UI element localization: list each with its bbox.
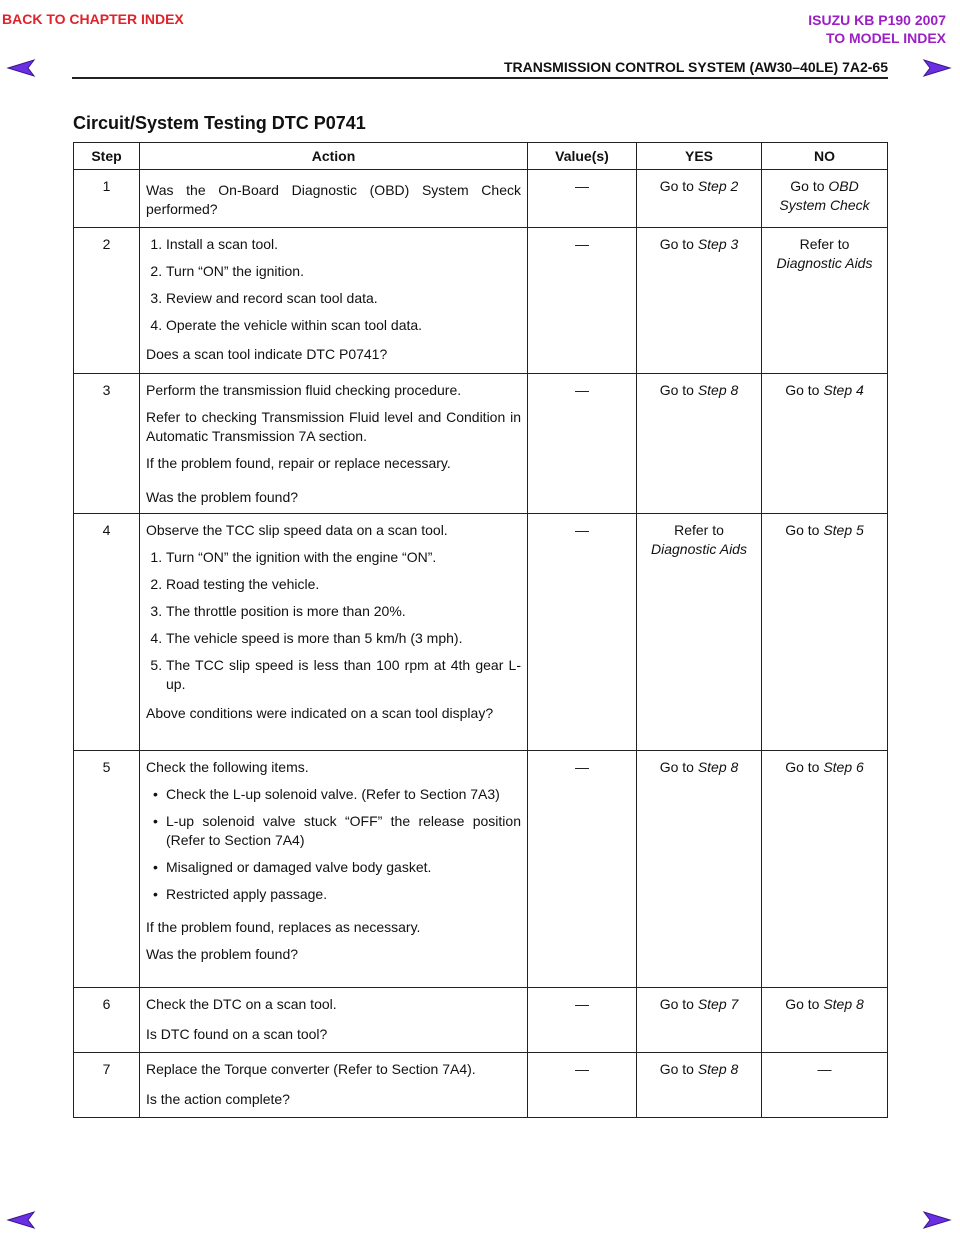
model-index-line: TO MODEL INDEX bbox=[825, 30, 946, 46]
action-list-item: 3. The throttle position is more than 20%. bbox=[166, 602, 521, 621]
value-cell: — bbox=[528, 514, 637, 751]
model-index-link[interactable] bbox=[808, 11, 946, 47]
no-cell: Go to Step 4 bbox=[762, 374, 888, 514]
next-page-arrow-icon[interactable] bbox=[922, 58, 952, 78]
value-cell: — bbox=[528, 228, 637, 374]
no-cell: Refer to Diagnostic Aids bbox=[762, 228, 888, 374]
back-to-chapter-index-link[interactable]: BACK TO CHAPTER INDEX bbox=[2, 11, 184, 27]
header-no: NO bbox=[762, 143, 888, 170]
yes-cell: Go to Step 8 bbox=[637, 1053, 762, 1118]
table-header-row bbox=[74, 143, 888, 170]
action-cell bbox=[140, 988, 528, 1053]
step-number: 6 bbox=[74, 988, 140, 1053]
action-list-item: 5. The TCC slip speed is less than 100 rpm at 4th gear L-up. bbox=[166, 656, 521, 694]
header-step: Step bbox=[74, 143, 140, 170]
action-paragraph: If the problem found, repair or replace necessary. bbox=[146, 455, 451, 471]
table-row bbox=[74, 751, 888, 988]
table-row bbox=[74, 988, 888, 1053]
action-question: Is DTC found on a scan tool? bbox=[146, 1026, 328, 1042]
action-cell bbox=[140, 1053, 528, 1118]
action-bullet-item: • L-up solenoid valve stuck “OFF” the release position (Refer to Section 7A4) bbox=[166, 812, 521, 850]
yes-cell: Refer to Diagnostic Aids bbox=[637, 514, 762, 751]
action-paragraph: Observe the TCC slip speed data on a scan tool. bbox=[146, 522, 448, 538]
action-paragraph: Check the following items. bbox=[146, 759, 309, 775]
action-cell bbox=[140, 228, 528, 374]
value-cell: — bbox=[528, 751, 637, 988]
action-list-item: 4. The vehicle speed is more than 5 km/h (3 mph). bbox=[166, 629, 521, 648]
action-paragraph: Check the DTC on a scan tool. bbox=[146, 996, 337, 1012]
action-list-item: 2. Road testing the vehicle. bbox=[166, 575, 521, 594]
value-cell: — bbox=[528, 1053, 637, 1118]
value-cell: — bbox=[528, 170, 637, 228]
action-question: Was the On-Board Diagnostic (OBD) System Check performed? bbox=[146, 182, 521, 217]
table-row bbox=[74, 228, 888, 374]
action-bullet-item: • Check the L-up solenoid valve. (Refer to Section 7A3) bbox=[166, 785, 521, 804]
action-paragraph: Replace the Torque converter (Refer to Section 7A4). bbox=[146, 1061, 476, 1077]
table-row bbox=[74, 170, 888, 228]
step-number: 3 bbox=[74, 374, 140, 514]
step-number: 5 bbox=[74, 751, 140, 988]
action-bullet-item: • Misaligned or damaged valve body gasket. bbox=[166, 858, 521, 877]
action-bullet-item: • Restricted apply passage. bbox=[166, 885, 521, 904]
action-question: Was the problem found? bbox=[146, 489, 299, 505]
previous-page-arrow-icon[interactable] bbox=[6, 58, 36, 78]
yes-cell: Go to Step 8 bbox=[637, 751, 762, 988]
action-cell bbox=[140, 514, 528, 751]
diagnostic-table bbox=[73, 142, 888, 1118]
action-question: Is the action complete? bbox=[146, 1091, 290, 1107]
yes-cell: Go to Step 7 bbox=[637, 988, 762, 1053]
action-paragraph: Refer to checking Transmission Fluid level and Condition in Automatic Transmission 7A section. bbox=[146, 409, 521, 444]
action-list-item: 3. Review and record scan tool data. bbox=[166, 289, 521, 308]
action-list-item: 4. Operate the vehicle within scan tool data. bbox=[166, 316, 521, 335]
no-cell: Go to Step 5 bbox=[762, 514, 888, 751]
section-title: Circuit/System Testing DTC P0741 bbox=[73, 113, 366, 133]
action-cell bbox=[140, 374, 528, 514]
header-yes: YES bbox=[637, 143, 762, 170]
page-header-title: TRANSMISSION CONTROL SYSTEM (AW30–40LE) 7A2-65 bbox=[503, 59, 888, 75]
action-question: Does a scan tool indicate DTC P0741? bbox=[146, 346, 388, 362]
value-cell: — bbox=[528, 988, 637, 1053]
action-paragraph: Perform the transmission fluid checking procedure. bbox=[146, 382, 462, 398]
action-paragraph: If the problem found, replaces as necessary. bbox=[146, 919, 421, 935]
header-action: Action bbox=[140, 143, 528, 170]
action-list-item: 1. Install a scan tool. bbox=[166, 235, 521, 254]
header-values: Value(s) bbox=[528, 143, 637, 170]
yes-cell: Go to Step 2 bbox=[637, 170, 762, 228]
step-number: 2 bbox=[74, 228, 140, 374]
action-question: Above conditions were indicated on a scan tool display? bbox=[146, 705, 494, 721]
yes-cell: Go to Step 8 bbox=[637, 374, 762, 514]
header-divider bbox=[72, 77, 888, 79]
no-cell: Go to OBD System Check bbox=[762, 170, 888, 228]
no-cell: Go to Step 6 bbox=[762, 751, 888, 988]
yes-cell: Go to Step 3 bbox=[637, 228, 762, 374]
table-row bbox=[74, 514, 888, 751]
action-cell bbox=[140, 170, 528, 228]
previous-page-arrow-icon[interactable] bbox=[6, 1210, 36, 1230]
next-page-arrow-icon[interactable] bbox=[922, 1210, 952, 1230]
action-list-item: 2. Turn “ON” the ignition. bbox=[166, 262, 521, 281]
table-row bbox=[74, 374, 888, 514]
no-cell: Go to Step 8 bbox=[762, 988, 888, 1053]
value-cell: — bbox=[528, 374, 637, 514]
step-number: 1 bbox=[74, 170, 140, 228]
no-cell: — bbox=[762, 1053, 888, 1118]
action-list-item: 1. Turn “ON” the ignition with the engine “ON”. bbox=[166, 548, 521, 567]
model-title-line: ISUZU KB P190 2007 bbox=[808, 12, 946, 28]
step-number: 7 bbox=[74, 1053, 140, 1118]
action-question: Was the problem found? bbox=[146, 946, 299, 962]
action-cell bbox=[140, 751, 528, 988]
step-number: 4 bbox=[74, 514, 140, 751]
table-row bbox=[74, 1053, 888, 1118]
